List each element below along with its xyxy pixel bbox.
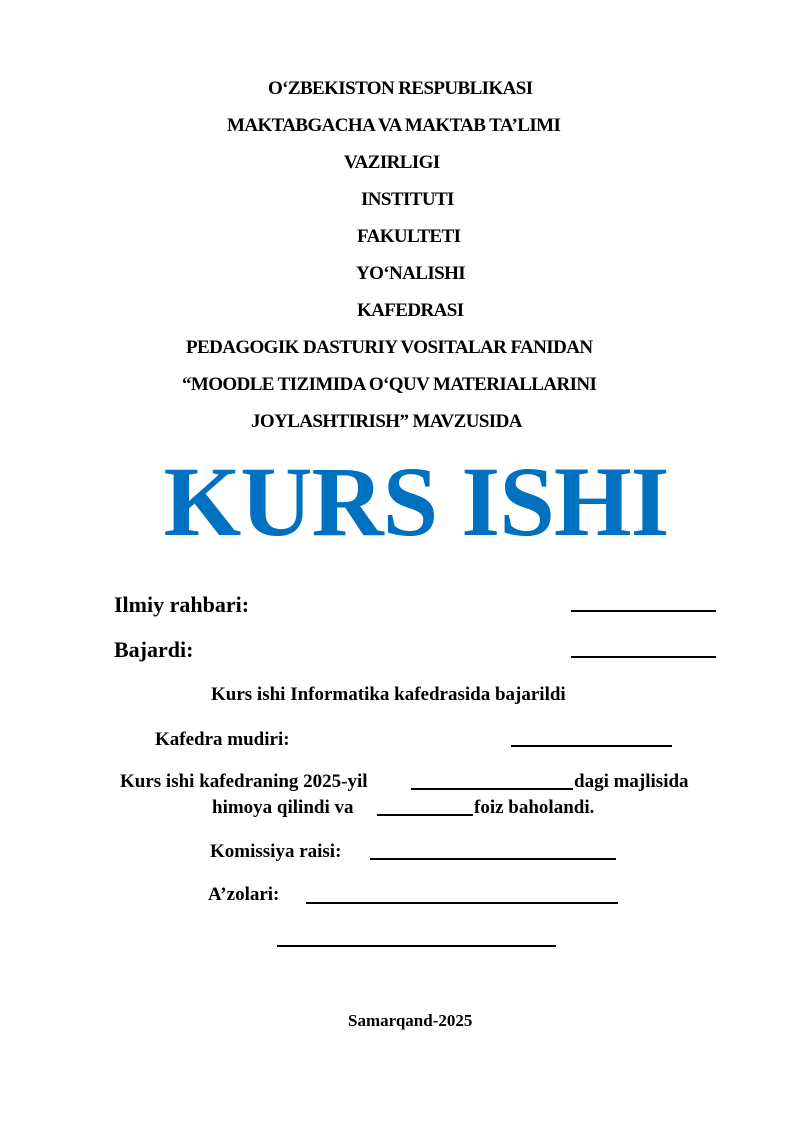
document-title: KURS ISHI: [163, 446, 669, 557]
supervisor-signature-line: [571, 610, 716, 612]
defense-grade-part2: foiz baholandi.: [474, 797, 595, 818]
defense-statement-part1: Kurs ishi kafedraning 2025-yil: [120, 771, 368, 792]
header-direction: YO‘NALISHI: [356, 263, 466, 284]
header-topic-line1: “MOODLE TIZIMIDA O‘QUV MATERIALLARINI: [182, 374, 597, 395]
defense-statement-part2: dagi majlisida: [574, 771, 689, 792]
header-faculty: FAKULTETI: [357, 226, 461, 247]
members-signature-line-2: [277, 945, 556, 947]
performer-signature-line: [571, 656, 716, 658]
defense-date-line: [411, 788, 573, 790]
performer-label: Bajardi:: [114, 637, 194, 662]
commission-chair-label: Komissiya raisi:: [210, 841, 342, 862]
members-label: A’zolari:: [208, 884, 280, 905]
defense-grade-part1: himoya qilindi va: [212, 797, 354, 818]
members-signature-line-1: [306, 902, 618, 904]
commission-chair-signature-line: [370, 858, 616, 860]
supervisor-label: Ilmiy rahbari:: [114, 592, 250, 617]
header-institute: INSTITUTI: [361, 189, 454, 210]
completed-statement: Kurs ishi Informatika kafedrasida bajarildi: [211, 684, 566, 705]
department-head-label: Kafedra mudiri:: [155, 729, 290, 750]
header-subject: PEDAGOGIK DASTURIY VOSITALAR FANIDAN: [186, 337, 593, 358]
header-ministry-name: MAKTABGACHA VA MAKTAB TA’LIMI: [227, 115, 561, 136]
department-head-signature-line: [511, 745, 672, 747]
header-topic-line2: JOYLASHTIRISH” MAVZUSIDA: [251, 411, 522, 432]
place-year: Samarqand-2025: [348, 1011, 473, 1030]
header-ministry-country: O‘ZBEKISTON RESPUBLIKASI: [268, 78, 533, 99]
header-department: KAFEDRASI: [357, 300, 464, 321]
header-ministry-suffix: VAZIRLIGI: [344, 152, 440, 173]
defense-grade-line: [377, 814, 473, 816]
